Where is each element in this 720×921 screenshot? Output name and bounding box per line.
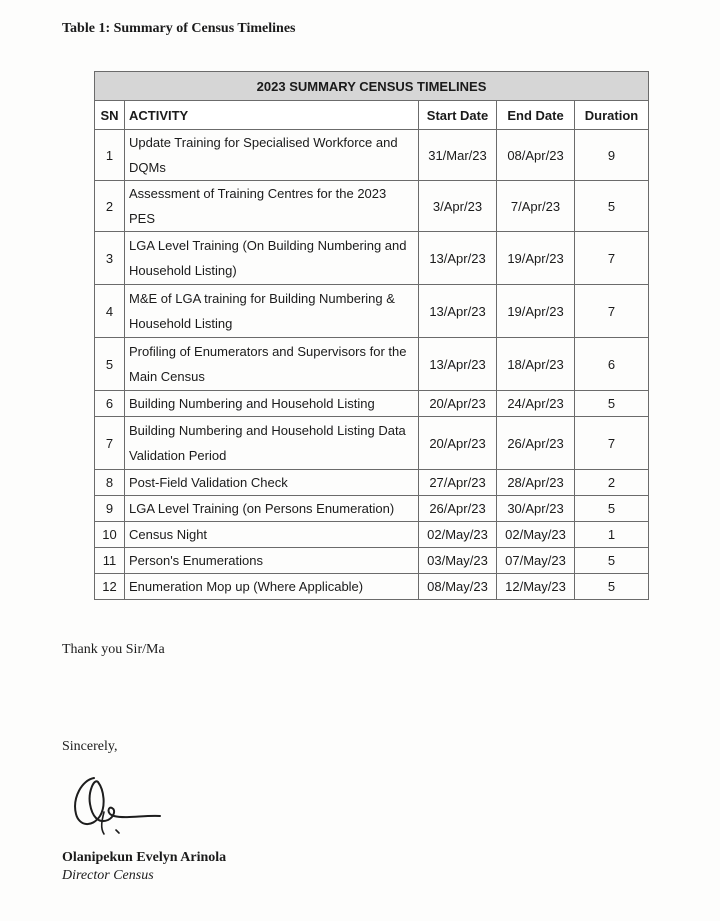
header-start-date: Start Date (419, 101, 497, 130)
table-row (95, 130, 649, 181)
table-row (95, 470, 649, 496)
cell-end-date: 7/Apr/23 (497, 181, 575, 232)
cell-end-date: 30/Apr/23 (497, 496, 575, 522)
cell-duration: 5 (575, 181, 649, 232)
table-header-row (95, 101, 649, 130)
cell-sn: 2 (95, 181, 125, 232)
cell-activity: LGA Level Training (On Building Numbering and Household Listing) (125, 232, 419, 285)
cell-sn: 6 (95, 391, 125, 417)
cell-end-date: 28/Apr/23 (497, 470, 575, 496)
cell-activity: Profiling of Enumerators and Supervisors for the Main Census (125, 338, 419, 391)
cell-sn: 11 (95, 548, 125, 574)
cell-end-date: 08/Apr/23 (497, 130, 575, 181)
signer-name: Olanipekun Evelyn Arinola (62, 850, 227, 865)
cell-sn: 5 (95, 338, 125, 391)
table-caption: Table 1: Summary of Census Timelines (62, 21, 296, 36)
cell-start-date: 20/Apr/23 (419, 417, 497, 470)
cell-activity: M&E of LGA training for Building Numbering & Household Listing (125, 285, 419, 338)
cell-activity: Enumeration Mop up (Where Applicable) (125, 574, 419, 600)
cell-end-date: 12/May/23 (497, 574, 575, 600)
cell-activity: Post-Field Validation Check (125, 470, 419, 496)
table-title: 2023 SUMMARY CENSUS TIMELINES (95, 72, 649, 101)
signer-role: Director Census (62, 868, 154, 883)
cell-duration: 1 (575, 522, 649, 548)
cell-end-date: 19/Apr/23 (497, 232, 575, 285)
signature-image (64, 770, 174, 840)
cell-start-date: 13/Apr/23 (419, 232, 497, 285)
cell-activity: Census Night (125, 522, 419, 548)
cell-sn: 3 (95, 232, 125, 285)
cell-sn: 7 (95, 417, 125, 470)
header-duration: Duration (575, 101, 649, 130)
header-sn: SN (95, 101, 125, 130)
cell-sn: 4 (95, 285, 125, 338)
cell-start-date: 02/May/23 (419, 522, 497, 548)
cell-duration: 9 (575, 130, 649, 181)
cell-duration: 7 (575, 417, 649, 470)
cell-duration: 5 (575, 496, 649, 522)
header-activity: ACTIVITY (125, 101, 419, 130)
cell-sn: 12 (95, 574, 125, 600)
cell-end-date: 24/Apr/23 (497, 391, 575, 417)
cell-activity: Building Numbering and Household Listing Data Validation Period (125, 417, 419, 470)
cell-duration: 5 (575, 548, 649, 574)
table-row (95, 548, 649, 574)
cell-start-date: 27/Apr/23 (419, 470, 497, 496)
cell-sn: 10 (95, 522, 125, 548)
cell-start-date: 3/Apr/23 (419, 181, 497, 232)
cell-sn: 9 (95, 496, 125, 522)
cell-start-date: 20/Apr/23 (419, 391, 497, 417)
cell-sn: 1 (95, 130, 125, 181)
cell-activity: Assessment of Training Centres for the 2023 PES (125, 181, 419, 232)
cell-duration: 7 (575, 285, 649, 338)
cell-activity: Building Numbering and Household Listing (125, 391, 419, 417)
cell-sn: 8 (95, 470, 125, 496)
cell-start-date: 13/Apr/23 (419, 285, 497, 338)
cell-end-date: 18/Apr/23 (497, 338, 575, 391)
table-row (95, 181, 649, 232)
cell-activity: Person's Enumerations (125, 548, 419, 574)
cell-activity: Update Training for Specialised Workforce and DQMs (125, 130, 419, 181)
cell-end-date: 07/May/23 (497, 548, 575, 574)
cell-start-date: 26/Apr/23 (419, 496, 497, 522)
cell-duration: 2 (575, 470, 649, 496)
table-row (95, 391, 649, 417)
table-row (95, 232, 649, 285)
table-row (95, 285, 649, 338)
census-timeline-table (94, 71, 649, 600)
table-row (95, 338, 649, 391)
table-row (95, 574, 649, 600)
table-row (95, 496, 649, 522)
closing-text: Thank you Sir/Ma (62, 642, 165, 657)
cell-duration: 5 (575, 574, 649, 600)
cell-start-date: 31/Mar/23 (419, 130, 497, 181)
cell-duration: 7 (575, 232, 649, 285)
cell-end-date: 19/Apr/23 (497, 285, 575, 338)
cell-duration: 5 (575, 391, 649, 417)
cell-duration: 6 (575, 338, 649, 391)
table-row (95, 417, 649, 470)
table-row (95, 522, 649, 548)
cell-start-date: 03/May/23 (419, 548, 497, 574)
cell-start-date: 08/May/23 (419, 574, 497, 600)
header-end-date: End Date (497, 101, 575, 130)
sign-off: Sincerely, (62, 739, 118, 754)
cell-end-date: 26/Apr/23 (497, 417, 575, 470)
cell-activity: LGA Level Training (on Persons Enumeration) (125, 496, 419, 522)
cell-end-date: 02/May/23 (497, 522, 575, 548)
cell-start-date: 13/Apr/23 (419, 338, 497, 391)
